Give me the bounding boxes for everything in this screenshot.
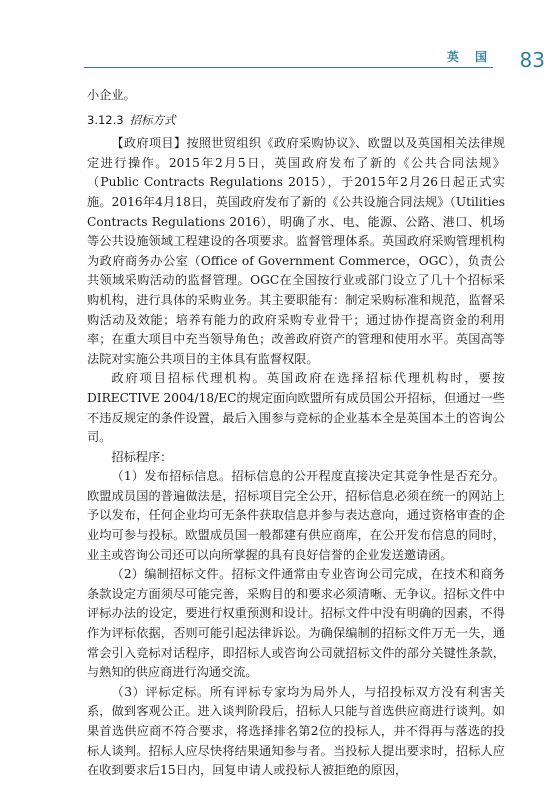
- paragraph-procedure-label: 招标程序：: [111, 449, 173, 464]
- section-title: 招标方式: [129, 112, 176, 127]
- running-head-country: 英 国: [446, 50, 493, 64]
- paragraph-step-3: （3）评标定标。所有评标专家均为局外人，与招投标双方没有利害关系，做到客观公正。进入谈判阶段后，招标人只能与首选供应商进行谈判。如果首选供应商不符合要求，将选择排名第2位的投标人，并不得再与落选的投标人谈判。招标人应尽快将结果通知参与者。当投标人提出要求时，招标人应在收到要求后15日内，回复申请人或投标人被拒绝的原因，: [87, 684, 505, 778]
- intro-text: 小企业。: [87, 88, 136, 102]
- section-number: 3.12.3: [87, 112, 124, 127]
- paragraph-agency: 政府项目招标代理机构。英国政府在选择招标代理机构时，要按DIRECTIVE 2004/18/EC的规定面向欧盟所有成员国公开招标，但通过一些不违反规定的条件设置，最后入围参与竞标的企业基本全是英国本土的咨询公司。: [87, 371, 505, 445]
- page-header: [0, 0, 559, 80]
- page-body: [87, 86, 505, 781]
- paragraph-government-projects: 【政府项目】按照世贸组织《政府采购协议》、欧盟以及英国相关法律规定进行操作。2015年2月5日，英国政府发布了新的《公共合同法规》（Public Contracts Regulations 2015），于2015年2月26日起正式实施。2016年4月18日，英国政府发布了新的《公共设施合同法规》（Utilities Contracts Regulations 2016），明确了水、电、能源、公路、港口、机场等公共设施领域工程建设的各项要求。监督管理体系。英国政府采购管理机构为政府商务办公室（Office of Government Commerce，OGC），负责公共领域采购活动的监督管理。OGC在全国按行业或部门设立了几十个招标采购机构，进行具体的采购业务。其主要职能有：制定采购标准和规范，监督采购活动及效能；培养有能力的政府采购专业骨干；通过协作提高资金的利用率；在重大项目中充当领导角色；改善政府资产的管理和使用水平。英国高等法院对实施公共项目的主体具有监督权限。: [87, 136, 505, 366]
- page-number: 83: [519, 48, 545, 72]
- paragraph-step-2: （2）编制招标文件。招标文件通常由专业咨询公司完成，在技术和商务条款设定方面须尽可能完善，采购目的和要求必须清晰、无争议。招标文件中评标办法的设定，要进行权重预测和设计。招标文件中没有明确的因素，不得作为评标依据，否则可能引起法律诉讼。为确保编制的招标文件万无一失，通常会引入竞标对话程序，即招标人或咨询公司就招标文件的部分关键性条款，与熟知的供应商进行沟通交流。: [87, 567, 505, 680]
- section-heading: [87, 111, 505, 131]
- paragraph-step-1: （1）发布招标信息。招标信息的公开程度直接决定其竞争性是否充分。欧盟成员国的普遍做法是，招标项目完全公开，招标信息必须在统一的网站上予以发布，任何企业均可无条件获取信息并参与表达意向，通过资格审查的企业均可参与投标。欧盟成员国一般都建有供应商库，在公开发布信息的同时，业主或咨询公司还可以向所掌握的具有良好信誉的企业发送邀请函。: [87, 469, 505, 562]
- header-rule: [84, 67, 493, 68]
